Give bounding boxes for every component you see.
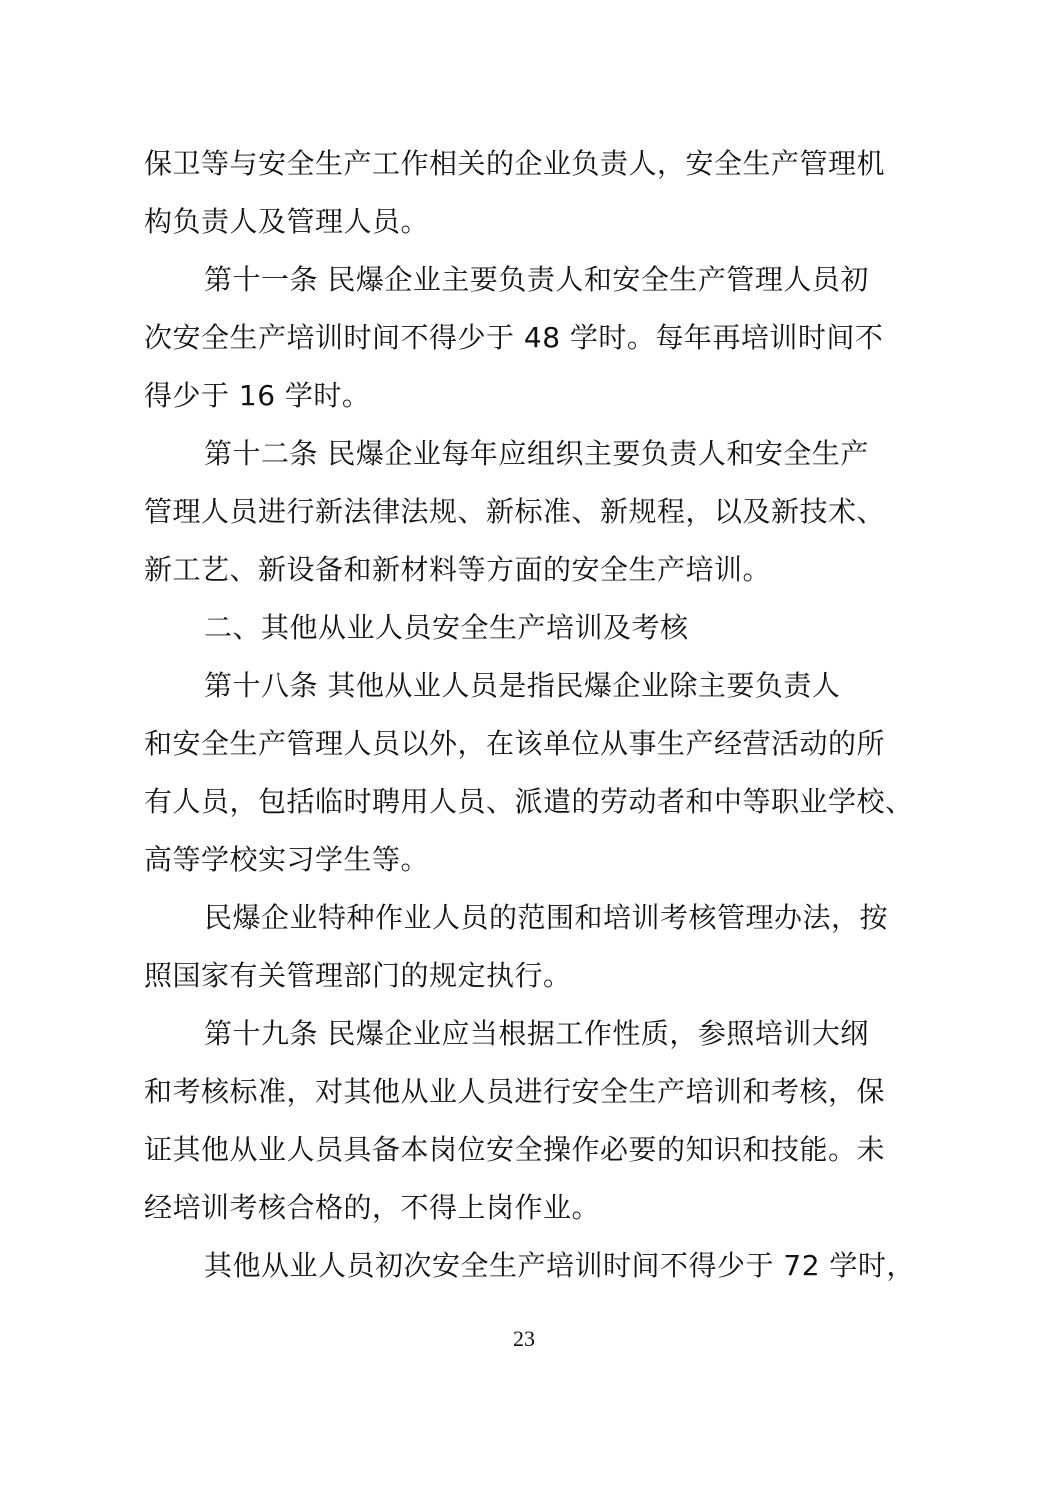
text-line: 保卫等与安全生产工作相关的企业负责人，安全生产管理机: [144, 147, 886, 180]
text-line: 证其他从业人员具备本岗位安全操作必要的知识和技能。未: [144, 1133, 886, 1166]
document-body: [144, 135, 915, 1295]
text-line: 有人员，包括临时聘用人员、派遣的劳动者和中等职业学校、: [144, 785, 914, 818]
paragraph-start-line: 第十八条 其他从业人员是指民爆企业除主要负责人: [204, 669, 841, 702]
text-line: 高等学校实习学生等。: [144, 843, 430, 876]
text-line: 经培训考核合格的，不得上岗作业。: [144, 1191, 601, 1224]
page-number: 23: [513, 1326, 535, 1351]
text-line: 得少于 16 学时。: [144, 379, 371, 412]
text-line: 和安全生产管理人员以外，在该单位从事生产经营活动的所: [144, 727, 886, 760]
text-line: 管理人员进行新法律法规、新标准、新规程，以及新技术、: [144, 495, 886, 528]
section-heading: 二、其他从业人员安全生产培训及考核: [204, 611, 689, 644]
text-line: 新工艺、新设备和新材料等方面的安全生产培训。: [144, 553, 772, 586]
text-line: 和考核标准，对其他从业人员进行安全生产培训和考核，保: [144, 1075, 886, 1108]
paragraph-start-line: 第十九条 民爆企业应当根据工作性质，参照培训大纲: [204, 1017, 869, 1050]
paragraph-start-line: 其他从业人员初次安全生产培训时间不得少于 72 学时，: [204, 1249, 915, 1282]
paragraph-start-line: 第十一条 民爆企业主要负责人和安全生产管理人员初: [204, 263, 869, 296]
paragraph-start-line: 民爆企业特种作业人员的范围和培训考核管理办法，按: [204, 901, 889, 934]
text-line: 次安全生产培训时间不得少于 48 学时。每年再培训时间不: [144, 321, 884, 354]
text-line: 构负责人及管理人员。: [144, 205, 430, 238]
text-line: 照国家有关管理部门的规定执行。: [144, 959, 572, 992]
paragraph-start-line: 第十二条 民爆企业每年应组织主要负责人和安全生产: [204, 437, 869, 470]
